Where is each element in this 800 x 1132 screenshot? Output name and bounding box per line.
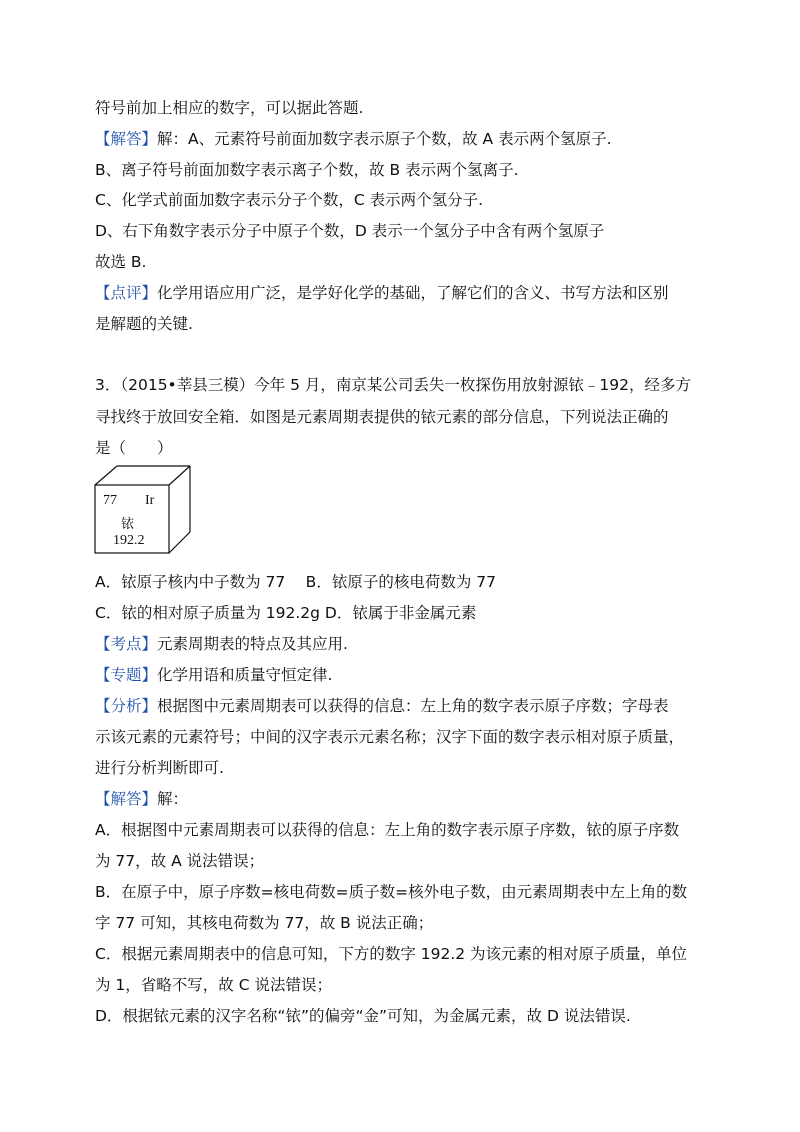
text-line: 故选 B. (95, 253, 147, 271)
text-line: 【考点】元素周期表的特点及其应用. (95, 635, 348, 653)
option-line: C．铱的相对原子质量为 192.2g D．铱属于非金属元素 (95, 604, 477, 622)
question-line: 3．（2015•莘县三模）今年 5 月，南京某公司丢失一枚探伤用放射源铱﹣192，经多方 (95, 376, 692, 394)
text-line: 字 77 可知，其核电荷数为 77，故 B 说法正确； (95, 914, 434, 932)
text-line: 示该元素的元素符号；中间的汉字表示元素名称；汉字下面的数字表示相对原子质量， (95, 728, 685, 746)
text-line: C．根据元素周期表中的信息可知，下方的数字 192.2 为该元素的相对原子质量，单位 (95, 945, 688, 963)
element-name: 铱 (121, 517, 135, 532)
atomic-mass: 192.2 (113, 533, 145, 548)
text-line: 符号前加上相应的数字，可以据此答题. (95, 99, 364, 117)
text-line: 进行分析判断即可. (95, 759, 224, 777)
text-line: 【解答】解： (95, 790, 189, 808)
text-line: 【专题】化学用语和质量守恒定律. (95, 666, 333, 684)
element-symbol: Ir (145, 493, 155, 508)
question-line: 寻找终于放回安全箱．如图是元素周期表提供的铱元素的部分信息，下列说法正确的 (95, 408, 669, 426)
text-line: 【分析】根据图中元素周期表可以获得的信息：左上角的数字表示原子序数；字母表 (95, 697, 669, 715)
text-line: C、化学式前面加数字表示分子个数，C 表示两个氢分子. (95, 191, 484, 209)
text-line: 【解答】解：A、元素符号前面加数字表示原子个数，故 A 表示两个氢原子. (95, 130, 612, 148)
section-tag: 【专题】 (95, 666, 158, 684)
question-line: 是（ ） (95, 439, 173, 457)
option-line: A．铱原子核内中子数为 77 B．铱原子的核电荷数为 77 (95, 573, 496, 591)
atomic-number: 77 (103, 493, 117, 508)
text-line: D．根据铱元素的汉字名称“铱”的偏旁“金”可知，为金属元素，故 D 说法错误. (95, 1007, 631, 1025)
text-line: 【点评】化学用语应用广泛，是学好化学的基础，了解它们的含义、书写方法和区别 (95, 284, 669, 302)
element-card-figure (93, 463, 193, 555)
section-tag: 【解答】 (95, 130, 158, 148)
text-line: B．在原子中，原子序数=核电荷数=质子数=核外电子数，由元素周期表中左上角的数 (95, 883, 688, 901)
section-tag: 【点评】 (95, 284, 158, 302)
text-line: B、离子符号前面加数字表示离子个数，故 B 表示两个氢离子. (95, 161, 519, 179)
section-tag: 【考点】 (95, 635, 158, 653)
text-line: D、右下角数字表示分子中原子个数，D 表示一个氢分子中含有两个氢原子 (95, 222, 605, 240)
text-line: 为 1，省略不写，故 C 说法错误； (95, 976, 332, 994)
section-tag: 【解答】 (95, 790, 158, 808)
text-line: 为 77，故 A 说法错误； (95, 852, 265, 870)
section-tag: 【分析】 (95, 697, 158, 715)
text-line: A．根据图中元素周期表可以获得的信息：左上角的数字表示原子序数，铱的原子序数 (95, 821, 680, 839)
text-line: 是解题的关键. (95, 315, 193, 333)
